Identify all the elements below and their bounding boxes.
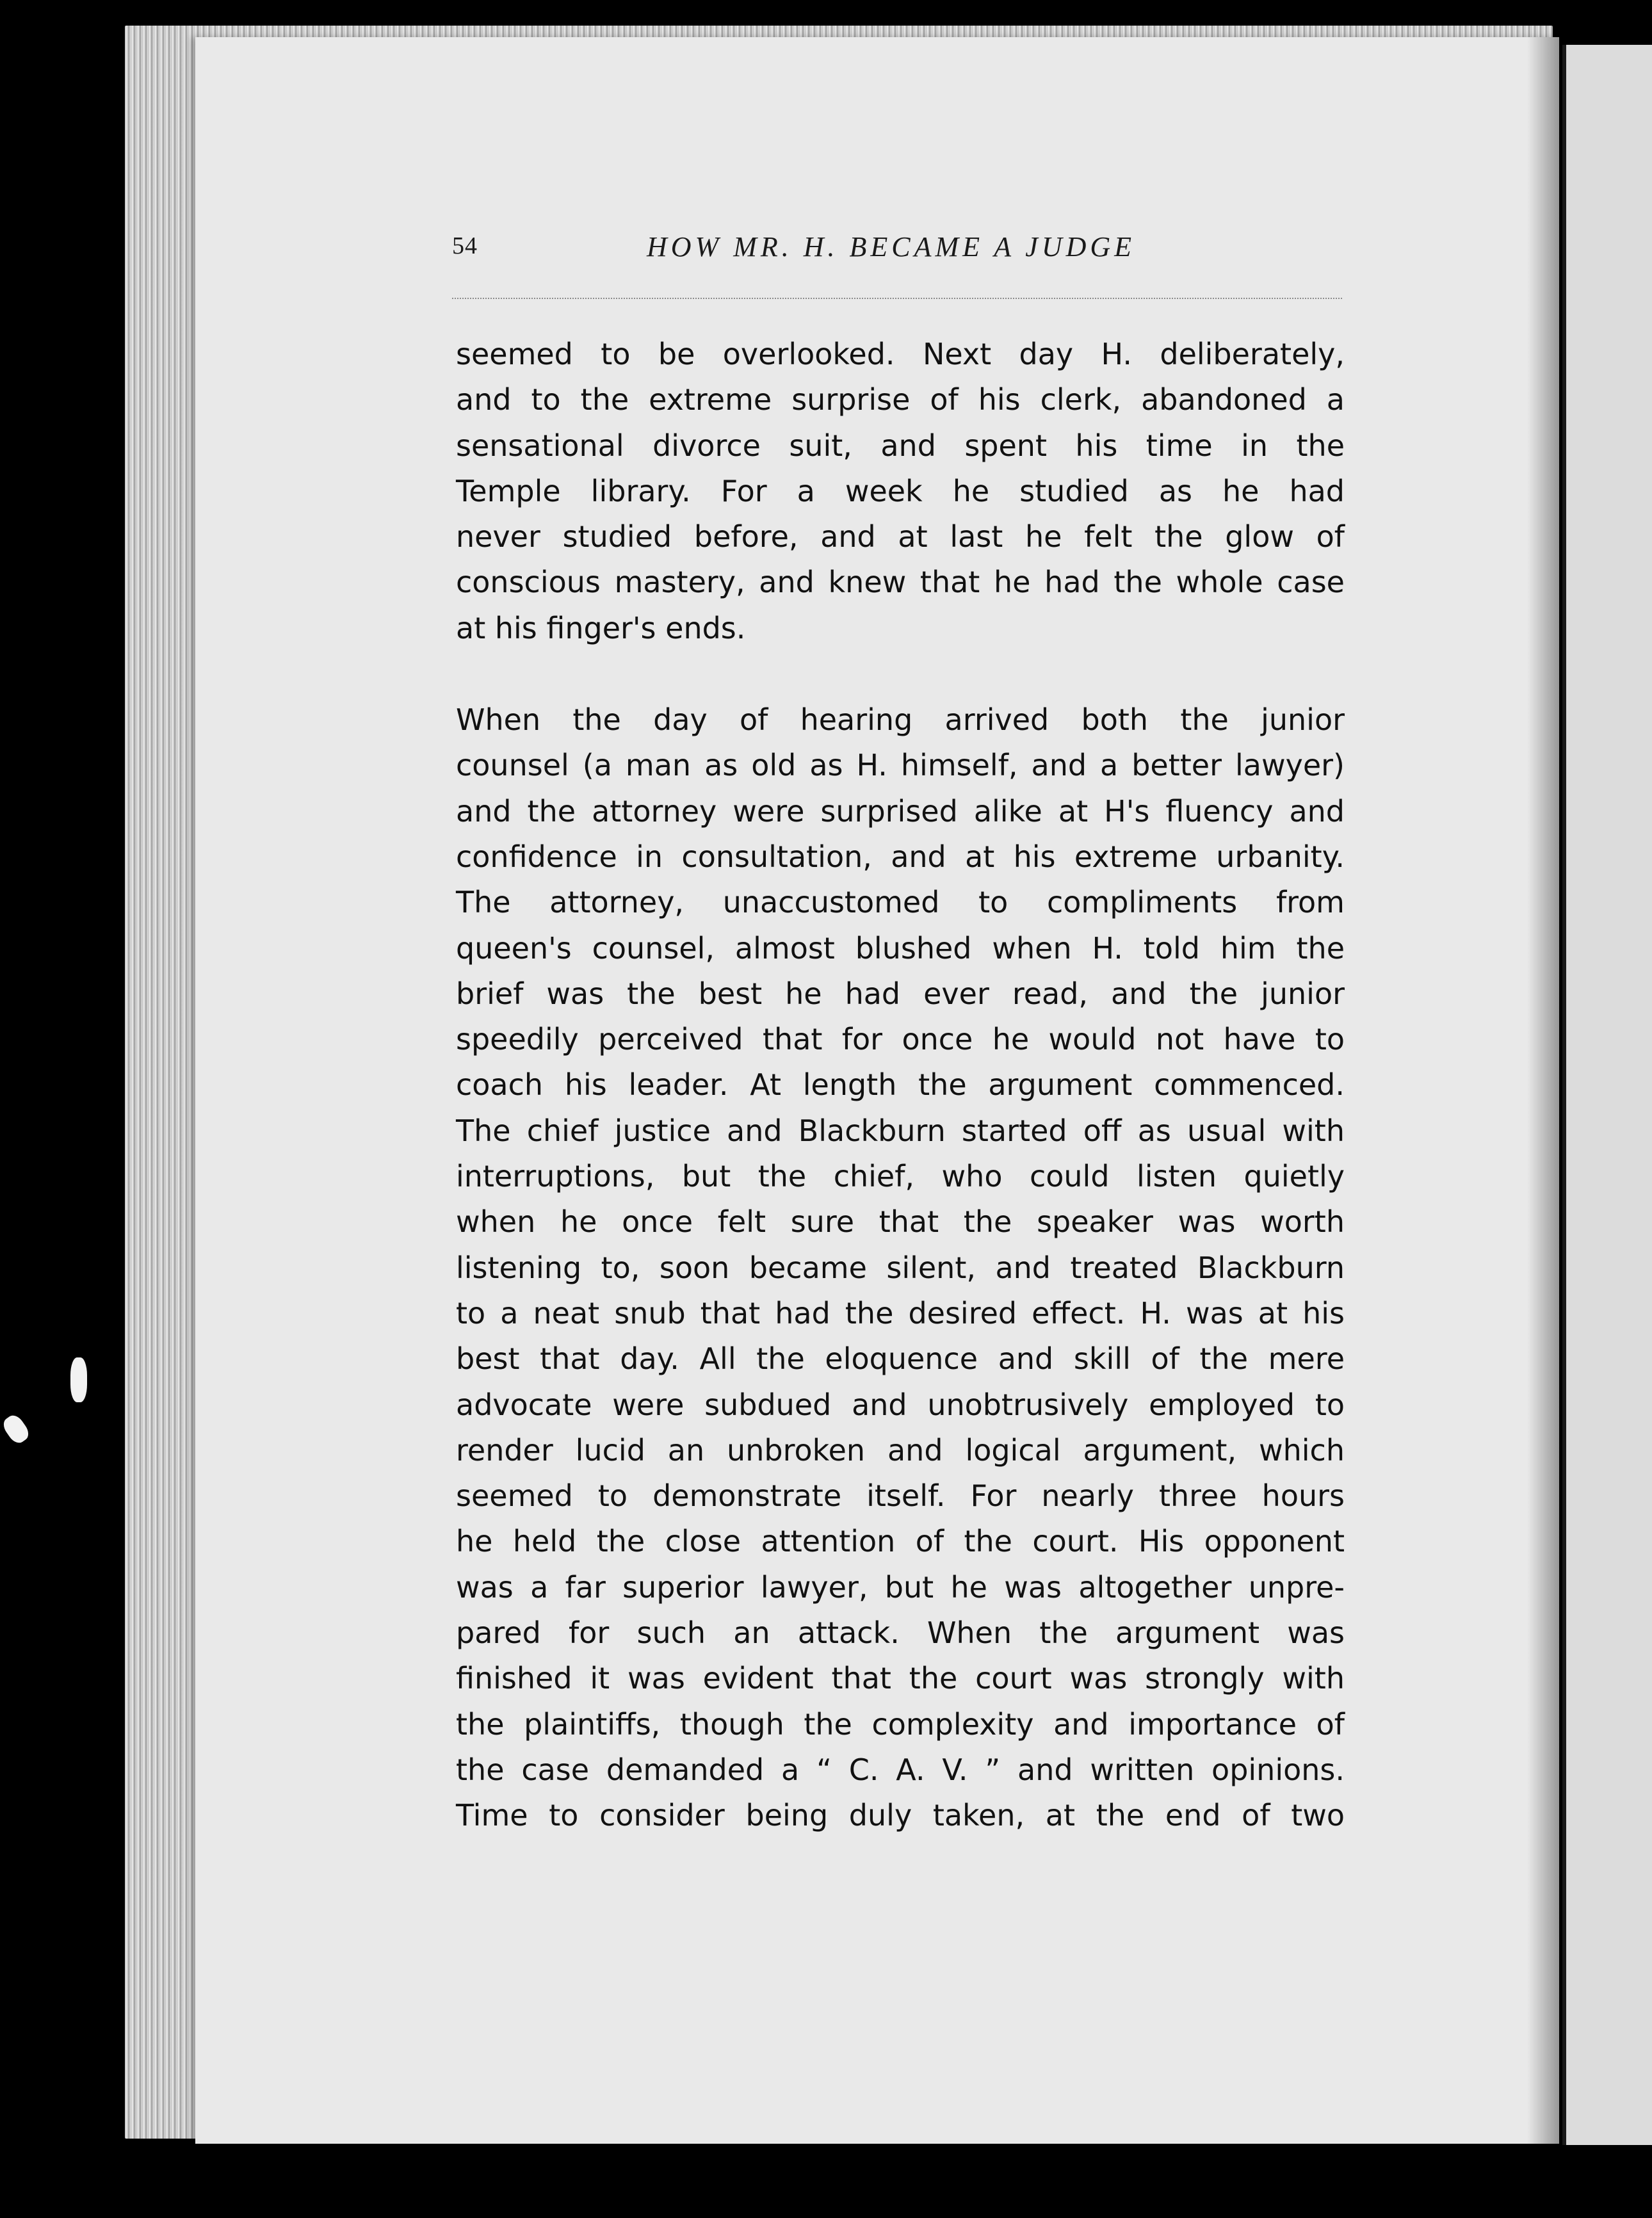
gutter-shadow: [1527, 37, 1559, 2144]
text-line: Time to consider being duly taken, at the end of two: [456, 1798, 1345, 1833]
text-line: finished it was evident that the court was strongly with: [456, 1661, 1345, 1696]
facing-page-edge: [1562, 45, 1652, 2145]
text-line: when he once felt sure that the speaker was worth: [456, 1204, 1345, 1240]
paragraph: [456, 332, 1345, 651]
text-line: queen's counsel, almost blushed when H. told him the: [456, 930, 1345, 966]
paragraph: [456, 697, 1345, 1838]
margin-mark: [70, 1357, 87, 1402]
text-line: brief was the best he had ever read, and the junior: [456, 976, 1345, 1011]
text-line: pared for such an attack. When the argument was: [456, 1615, 1345, 1651]
text-line: render lucid an unbroken and logical argument, which: [456, 1432, 1345, 1468]
text-line: conscious mastery, and knew that he had the whole case: [456, 565, 1345, 600]
text-line: was a far superior lawyer, but he was altogether unpre-: [456, 1569, 1345, 1605]
text-line: the plaintiffs, though the complexity and importance of: [456, 1706, 1345, 1742]
text-line: confidence in consultation, and at his extreme urbanity.: [456, 839, 1345, 874]
text-line: and to the extreme surprise of his clerk, abandoned a: [456, 382, 1345, 417]
text-line: counsel (a man as old as H. himself, and a better lawyer): [456, 748, 1345, 783]
text-line: sensational divorce suit, and spent his time in the: [456, 428, 1345, 463]
text-line: When the day of hearing arrived both the junior: [456, 702, 1345, 738]
text-line: to a neat snub that had the desired effect. H. was at his: [456, 1295, 1345, 1331]
margin-mark: [0, 1412, 32, 1446]
body-text: [456, 332, 1345, 1839]
text-line: seemed to be overlooked. Next day H. deliberately,: [456, 337, 1345, 371]
text-line: the case demanded a “ C. A. V. ” and written opinions.: [456, 1752, 1345, 1787]
text-line: at his finger's ends.: [456, 610, 746, 645]
text-line: listening to, soon became silent, and treated Blackburn: [456, 1250, 1345, 1285]
text-line: advocate were subdued and unobtrusively employed to: [456, 1387, 1345, 1422]
text-line: The attorney, unaccustomed to compliments from: [456, 885, 1345, 920]
text-line: best that day. All the eloquence and skill of the mere: [456, 1341, 1345, 1377]
text-line: never studied before, and at last he felt the glow of: [456, 519, 1345, 554]
text-line: The chief justice and Blackburn started off as usual with: [456, 1113, 1345, 1148]
text-line: interruptions, but the chief, who could listen quietly: [456, 1159, 1345, 1194]
text-line: speedily perceived that for once he would not have to: [456, 1022, 1345, 1057]
text-line: he held the close attention of the court. His opponent: [456, 1524, 1345, 1559]
running-head-title: HOW MR. H. BECAME A JUDGE: [647, 231, 1136, 263]
running-head-rule: [452, 298, 1342, 299]
text-line: seemed to demonstrate itself. For nearly three hours: [456, 1478, 1345, 1514]
text-line: and the attorney were surprised alike at H's fluency and: [456, 793, 1345, 829]
text-line: coach his leader. At length the argument commenced.: [456, 1067, 1345, 1103]
page-number: 54: [452, 232, 478, 259]
text-line: Temple library. For a week he studied as he had: [456, 473, 1345, 508]
